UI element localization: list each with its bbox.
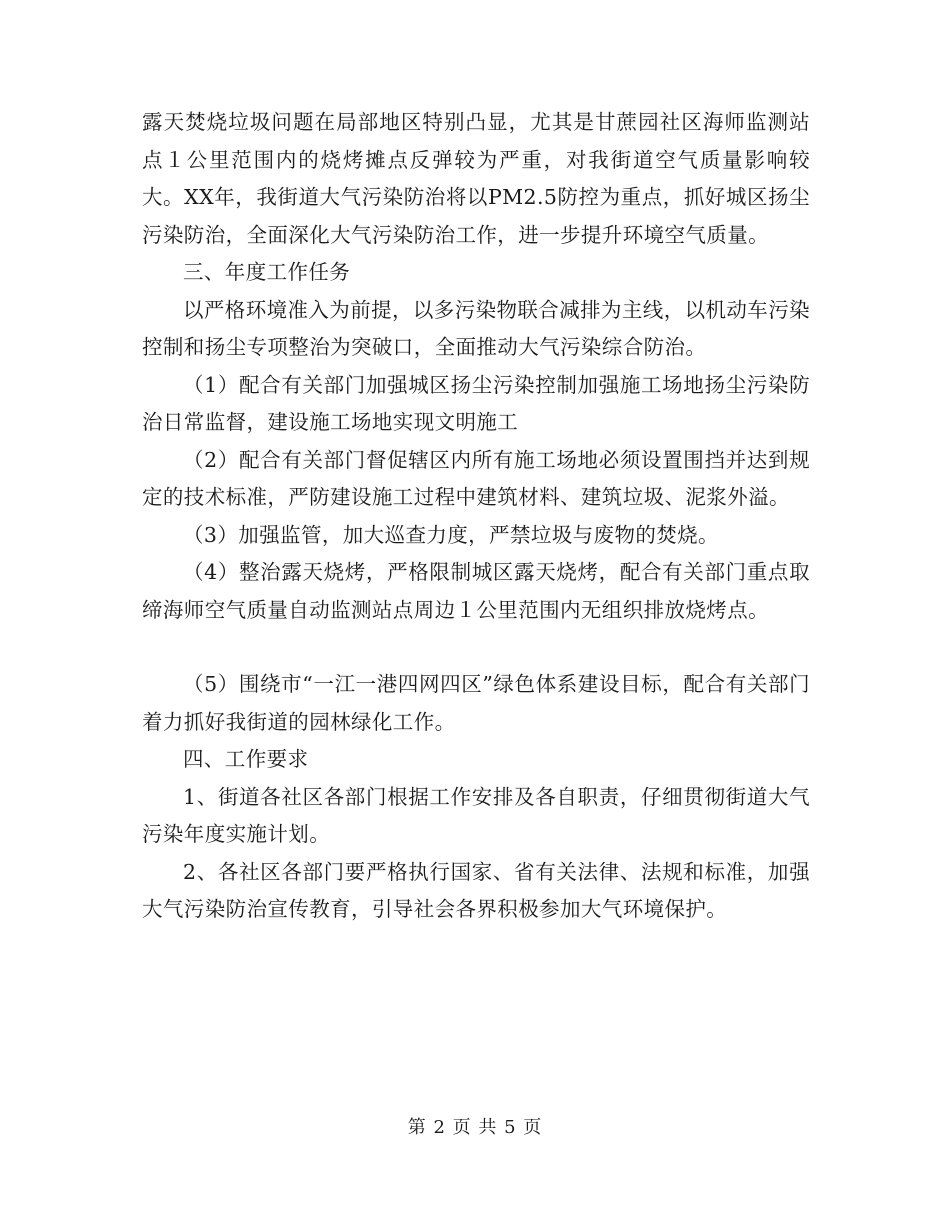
list-item-task-5: （5）围绕市“一江一港四网四区”绿色体系建设目标，配合有关部门着力抓好我街道的园林绿化工作。 bbox=[142, 672, 810, 734]
list-item-task-2: （2）配合有关部门督促辖区内所有施工场地必须设置围挡并达到规定的技术标准，严防建设施工过程中建筑材料、建筑垃圾、泥浆外溢。 bbox=[142, 447, 810, 509]
section-heading-annual-tasks: 三、年度工作任务 bbox=[183, 260, 351, 284]
document-body bbox=[142, 104, 810, 929]
page-number-footer: 第 2 页 共 5 页 bbox=[407, 1117, 543, 1138]
list-item-task-3: （3）加强监管，加大巡查力度，严禁垃圾与废物的焚烧。 bbox=[183, 522, 719, 547]
list-item-requirement-2: 2、各社区各部门要严格执行国家、省有关法律、法规和标准，加强大气污染防治宣传教育，引导社会各界积极参加大气环境保护。 bbox=[142, 859, 810, 921]
paragraph-continuation: 露天焚烧垃圾问题在局部地区特别凸显，尤其是甘蔗园社区海师监测站点１公里范围内的烧烤摊点反弹较为严重，对我街道空气质量影响较大。XX年，我街道大气污染防治将以PM2.5防控为重点，抓好城区扬尘污染防治，全面深化大气污染防治工作，进一步提升环境空气质量。 bbox=[142, 110, 810, 247]
section-heading-requirements: 四、工作要求 bbox=[183, 747, 309, 771]
list-item-task-1: （1）配合有关部门加强城区扬尘污染控制加强施工场地扬尘污染防治日常监督，建设施工场地实现文明施工 bbox=[142, 372, 810, 434]
list-item-requirement-1: 1、街道各社区各部门根据工作安排及各自职责，仔细贯彻街道大气污染年度实施计划。 bbox=[142, 784, 810, 846]
paragraph-tasks-intro: 以严格环境准入为前提，以多污染物联合减排为主线，以机动车污染控制和扬尘专项整治为突破口，全面推动大气污染综合防治。 bbox=[142, 297, 810, 359]
list-item-task-4: （4）整治露天烧烤，严格限制城区露天烧烤，配合有关部门重点取缔海师空气质量自动监测站点周边１公里范围内无组织排放烧烤点。 bbox=[142, 560, 810, 622]
